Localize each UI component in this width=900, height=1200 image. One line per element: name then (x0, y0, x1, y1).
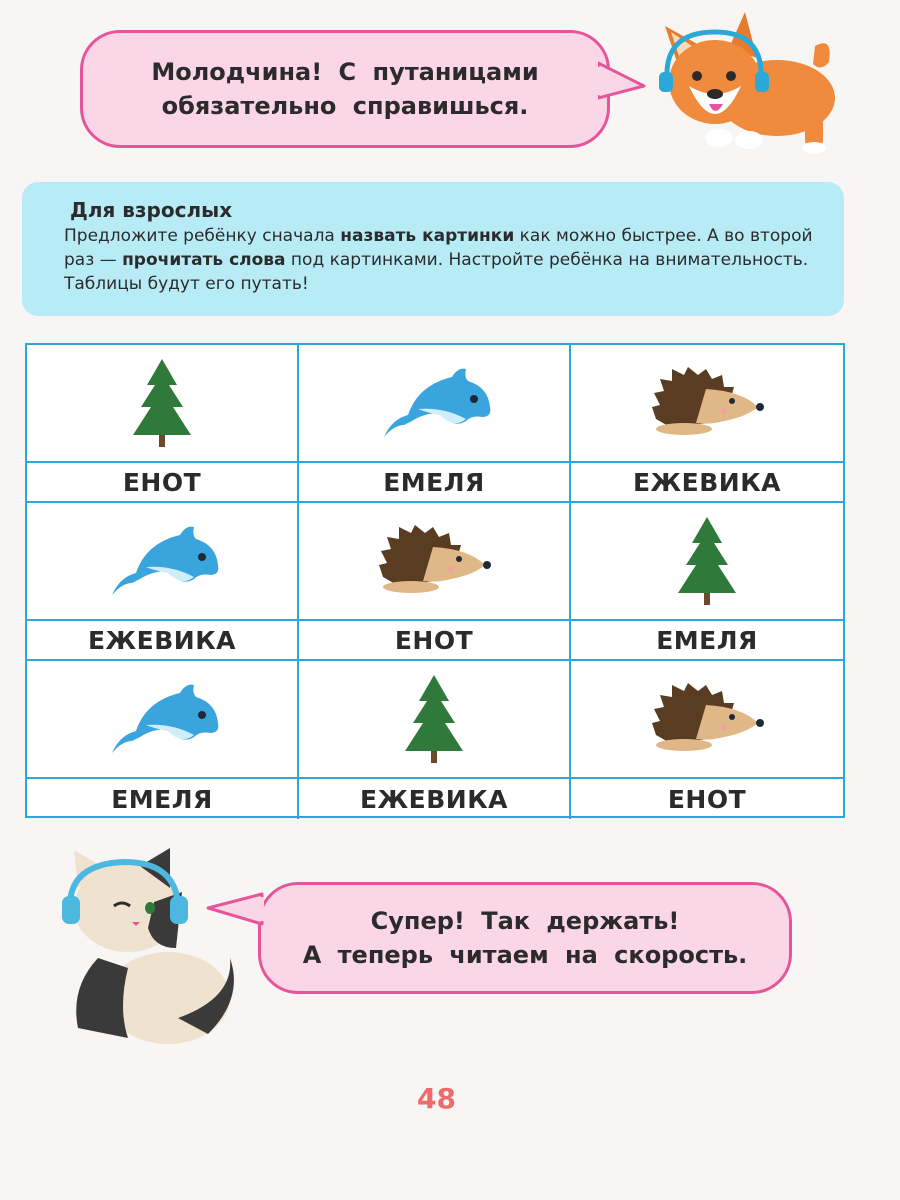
hedgehog-icon (650, 683, 764, 755)
speech-bubble-top (80, 30, 610, 148)
adults-text-bold: назвать картинки (340, 226, 515, 246)
dolphin-icon (102, 679, 222, 759)
bubble-bottom-line1: Супер! Так держать! (370, 907, 680, 935)
cat-illustration (58, 848, 248, 1048)
word-cell (299, 463, 571, 503)
picture-cell (27, 503, 299, 621)
word-label: ЕНОТ (394, 625, 474, 655)
adults-text (64, 224, 822, 296)
word-label: ЕЖЕВИКА (359, 784, 509, 814)
picture-cell (571, 503, 843, 621)
picture-cell (27, 345, 299, 463)
adults-title: Для взрослых (70, 198, 233, 222)
picture-cell (571, 345, 843, 463)
word-cell (299, 621, 571, 661)
picture-word-table (25, 343, 845, 818)
word-cell (571, 621, 843, 661)
adults-text-part: под картинками. Настройте ребёнка на внимательность. Таблицы будут его путать! (64, 250, 809, 294)
adults-text-part: Предложите ребёнку сначала (64, 226, 341, 246)
corgi-dog-illustration (645, 6, 845, 162)
picture-cell (299, 345, 571, 463)
dolphin-icon (102, 521, 222, 601)
word-cell (571, 463, 843, 503)
adults-instructions-box (22, 182, 844, 316)
picture-cell (299, 503, 571, 621)
picture-cell (27, 661, 299, 779)
fir-tree-icon (672, 513, 742, 609)
dolphin-icon (374, 363, 494, 443)
picture-cell (571, 661, 843, 779)
word-label: ЕЖЕВИКА (632, 467, 782, 497)
word-cell (27, 463, 299, 503)
bubble-bottom-line2: А теперь читаем на скорость. (302, 941, 748, 969)
speech-bubble-bottom-tail (206, 888, 264, 932)
hedgehog-icon (650, 367, 764, 439)
word-cell (571, 779, 843, 819)
word-cell (299, 779, 571, 819)
fir-tree-icon (127, 355, 197, 451)
word-label: ЕМЕЛЯ (111, 784, 213, 814)
page-number: 48 (417, 1082, 456, 1115)
picture-cell (299, 661, 571, 779)
word-label: ЕЖЕВИКА (87, 625, 237, 655)
word-cell (27, 779, 299, 819)
speech-bubble-bottom (258, 882, 792, 994)
fir-tree-icon (399, 671, 469, 767)
hedgehog-icon (377, 525, 491, 597)
adults-text-part: как можно быстрее. А во второй раз — (64, 226, 813, 270)
word-label: ЕНОТ (667, 784, 747, 814)
adults-text-bold: прочитать слова (122, 250, 286, 270)
bubble-top-line2: обязательно справишься. (161, 92, 529, 120)
speech-bubble-top-tail (598, 58, 648, 108)
bubble-top-line1: Молодчина! С путаницами (151, 58, 539, 86)
word-label: ЕНОТ (122, 467, 202, 497)
word-label: ЕМЕЛЯ (383, 467, 485, 497)
word-label: ЕМЕЛЯ (656, 625, 758, 655)
word-cell (27, 621, 299, 661)
